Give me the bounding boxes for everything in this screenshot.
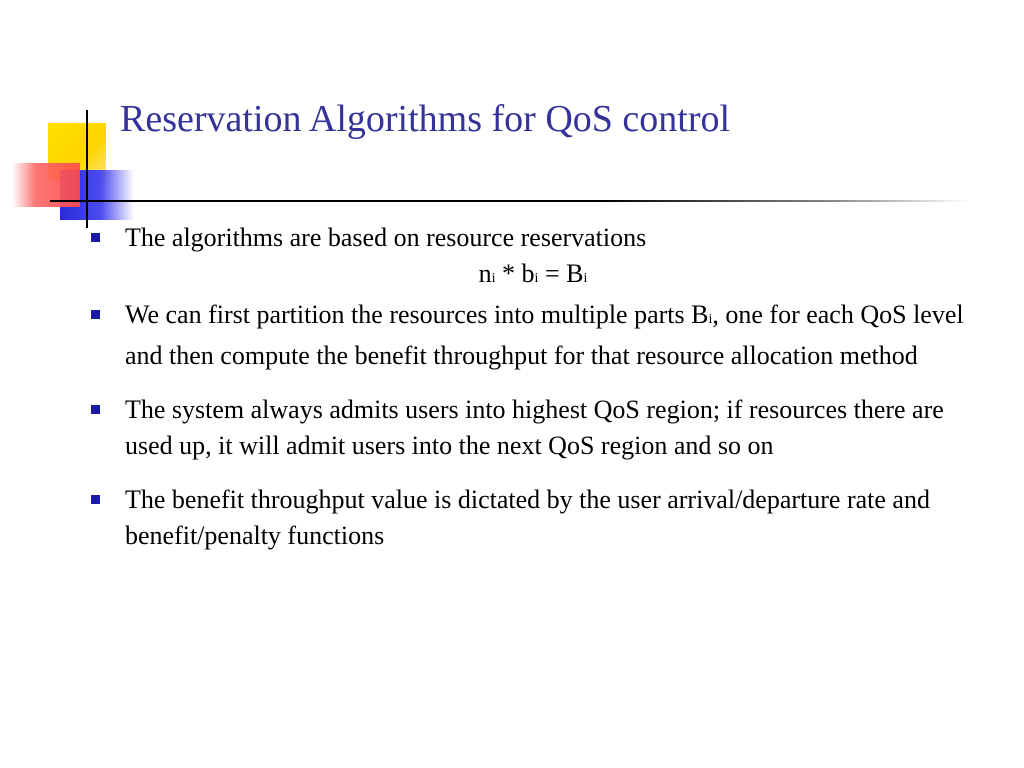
- formula-b: b: [521, 259, 535, 288]
- formula-b-subscript: i: [534, 271, 539, 286]
- bullet-square-icon: [91, 405, 100, 414]
- spacer: [88, 464, 978, 482]
- slide-title: Reservation Algorithms for QoS control: [120, 98, 731, 140]
- decorative-vertical-line: [86, 110, 88, 228]
- bullet-text: The benefit throughput value is dictated by the user arrival/departure rate and benefit/penalty functions: [125, 485, 930, 550]
- bullet-item-3: [88, 392, 978, 464]
- bullet-text-part: We can first partition the resources into multiple parts B: [125, 300, 709, 329]
- bullet-square-icon: [91, 310, 100, 319]
- formula-n-subscript: i: [491, 271, 496, 286]
- spacer: [88, 374, 978, 392]
- formula-B-subscript: i: [583, 271, 588, 286]
- bullet-text: The algorithms are based on resource reservations: [125, 223, 647, 252]
- bullet-item-2: [88, 297, 978, 374]
- bullet-subscript: i: [708, 312, 713, 327]
- formula: [88, 256, 978, 297]
- title-underline: [50, 200, 970, 202]
- bullet-list: [88, 220, 978, 554]
- bullet-square-icon: [91, 233, 100, 242]
- formula-n: n: [478, 259, 492, 288]
- bullet-text: The system always admits users into highest QoS region; if resources there are used up, it will admit users into the next QoS region and so on: [125, 395, 944, 460]
- bullet-text-part: , one for each QoS level and then compute the benefit throughput for that resource allocation method: [125, 300, 964, 370]
- bullet-item-1: [88, 220, 978, 256]
- bullet-text: [125, 300, 964, 370]
- formula-B: B: [566, 259, 584, 288]
- formula-equals: =: [538, 259, 567, 288]
- formula-times: *: [495, 259, 522, 288]
- bullet-square-icon: [91, 495, 100, 504]
- bullet-item-4: [88, 482, 978, 554]
